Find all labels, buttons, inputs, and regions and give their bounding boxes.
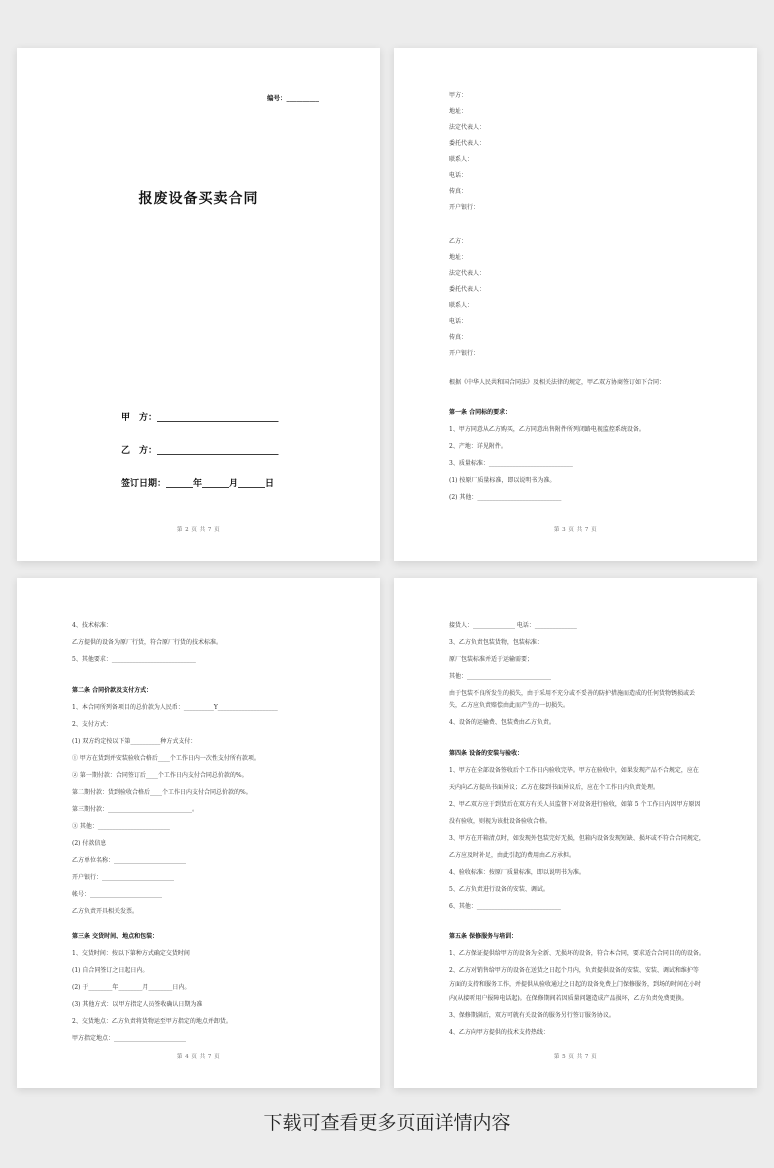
text-line: 开户银行：________________________ [72,874,175,881]
text-line: 天内向乙方提出书面异议；乙方在接到书面异议后，应在个工作日内负责处理。 [449,784,660,791]
text-line: 第三期付款：____________________________。 [72,806,199,813]
text-line: (1) 按原厂质量标准，即以说明书为准。 [449,477,556,484]
text-line: 根据《中华人民共和国合同法》及相关法律的规定，甲乙双方协商签订如下合同： [449,379,666,386]
text-line: 其他：____________________________ [449,673,552,680]
text-line: 联系人： [449,156,474,163]
text-line: 联系人： [449,302,474,309]
text-line: 法定代表人： [449,270,486,277]
text-line: 委托代表人： [449,286,486,293]
text-line: 开户银行： [449,350,480,357]
text-line: 地址： [449,108,468,115]
download-caption: 下载可查看更多页面详情内容 [263,1112,511,1134]
text-line: 地址： [449,254,468,261]
text-line: 甲方： [449,92,468,99]
text-line: 传真： [449,334,468,341]
text-line: 法定代表人： [449,124,486,131]
text-line: ② 第一期付款：合同签订后____个工作日内支付合同总价款的%。 [72,772,248,779]
text-line: 开户银行： [449,204,480,211]
text-line: 3、甲方在开箱清点时，如发现外包装完好无损，但箱内设备发现短缺、损坏或不符合合同规定， [449,835,705,842]
text-line: ③ 其他：________________________ [72,823,170,830]
text-line: (2) 于________年________月________日内。 [72,984,191,991]
text-line: 乙方提供的设备为原厂行货，符合原厂行货的技术标准。 [72,639,223,646]
text-line: 2、甲乙双方应于到货后在双方有关人员监督下对设备进行验收，如第 5 个工作日内因甲方原因 [449,801,701,808]
text-line: 接货人：______________ 电话：______________ [449,622,577,629]
text-line: 1、甲方同意从乙方购买，乙方同意出售附件所列闭路电视监控系统设备。 [449,426,645,433]
contract-number: 编号：__________ [267,94,319,102]
text-line: 1、甲方在全部设备签收后个工作日内验收完毕。甲方在验收中，如果发现产品不合规定，应在 [449,767,699,774]
page-footer: 第 5 页 共 7 页 [553,1054,598,1060]
section-heading: 第三条 交货时间、地点和包装： [72,933,159,940]
text-line: 2、产地：详见附件。 [449,443,507,450]
text-line: 帐号：________________________ [72,891,163,898]
text-line: 3、保修期满后，双方可就有关设备的服务另行签订服务协议。 [449,1012,615,1019]
text-line: 原厂包装标准并适于运输需要； [449,656,534,663]
page-3 [394,48,757,561]
text-line: 乙方应及时补足，由此引起的费用由乙方承担。 [449,852,576,859]
text-line: 4、设备的运输费、包装费由乙方负责。 [449,719,555,726]
text-line: 乙方单位名称：________________________ [72,857,187,864]
section-heading: 第一条 合同标的要求： [449,409,512,416]
text-line: 甲方指定地点：________________________ [72,1035,187,1042]
contract-title: 报废设备买卖合同 [138,191,259,207]
section-heading: 第四条 设备的安装与验收： [449,750,524,757]
page-footer: 第 3 页 共 7 页 [553,527,598,533]
text-line: 没有验收，则视为该批设备验收合格。 [449,818,552,825]
text-line: 2、乙方对销售给甲方的设备在送货之日起个月内，负责提供设备的安装、安装、调试和维护等 [449,967,699,974]
text-line: 乙方负责开具相关发票。 [72,908,139,915]
text-line: 5、其他要求：____________________________ [72,656,196,663]
section-heading: 第二条 合同价款及支付方式： [72,687,153,694]
page-4 [17,578,380,1088]
text-line: 3、乙方负责包装货物，包装标准： [449,639,543,646]
text-line: (1) 自合同签订之日起日内。 [72,967,149,974]
text-line: (2) 其他：____________________________ [449,494,562,501]
page-footer: 第 4 页 共 7 页 [176,1054,221,1060]
text-line: 失，乙方应负责赔偿由此而产生的一切损失。 [449,702,570,709]
text-line: 4、乙方向甲方提供的技术支持热线： [449,1029,549,1036]
text-line: 第二期付款：货到验收合格后____个工作日内支付合同总价款的%。 [72,789,252,796]
text-line: 6、其他：____________________________ [449,903,561,910]
text-line: 3、质量标准：____________________________ [449,460,573,467]
text-line: 电话： [449,172,468,179]
party-a-line: 甲 方：___________________________ [121,413,279,423]
text-line: 4、技术标准： [72,622,112,629]
page-footer: 第 2 页 共 7 页 [176,527,221,533]
text-line: 内(从接听用户报障电话起)。在保修期间若因质量问题造成产品损坏，乙方负责免费更换。 [449,995,688,1002]
section-heading: 第五条 保修服务与培训： [449,933,518,940]
sign-date-line: 签订日期：______年______月______日 [121,479,275,489]
text-line: (1) 双方约定按以下第__________种方式支付： [72,738,197,745]
text-line: 1、本合同所列备项目的总价款为人民币：__________Y____________________ [72,704,278,711]
text-line: 乙方： [449,238,468,245]
text-line: 方面的支持和服务工作，并提供从验收通过之日起的设备免费上门保修服务，到场的时间在小时 [449,981,702,988]
party-b-line: 乙 方：___________________________ [121,446,279,456]
text-line: 2、交货地点：乙方负责将货物运至甲方指定的地点并卸货。 [72,1018,232,1025]
text-line: 2、支付方式： [72,721,112,728]
text-line: 委托代表人： [449,140,486,147]
page-cover [17,48,380,561]
text-line: 1、乙方保证提供给甲方的设备为全新、无损坏的设备，符合本合同，要求适合合同目的的设备。 [449,950,705,957]
text-line: 5、乙方负责进行设备的安装、调试。 [449,886,549,893]
text-line: 4、验收标准：按原厂质量标准，即以说明书为准。 [449,869,585,876]
text-line: 传真： [449,188,468,195]
text-line: 电话： [449,318,468,325]
text-line: ① 甲方在货到并安装验收合格后____个工作日内一次性支付所有款项。 [72,755,260,762]
text-line: (2) 付款信息 [72,840,107,847]
text-line: 1、交货时间：按以下第种方式确定交货时间 [72,950,190,957]
text-line: (3) 其他方式：以甲方指定人员签收确认日期为准 [72,1001,203,1008]
page-5 [394,578,757,1088]
text-line: 由于包装不良所发生的损失，由于采用不充分或不妥善的防护措施而造成的任何货物锈损或丢 [449,690,696,697]
